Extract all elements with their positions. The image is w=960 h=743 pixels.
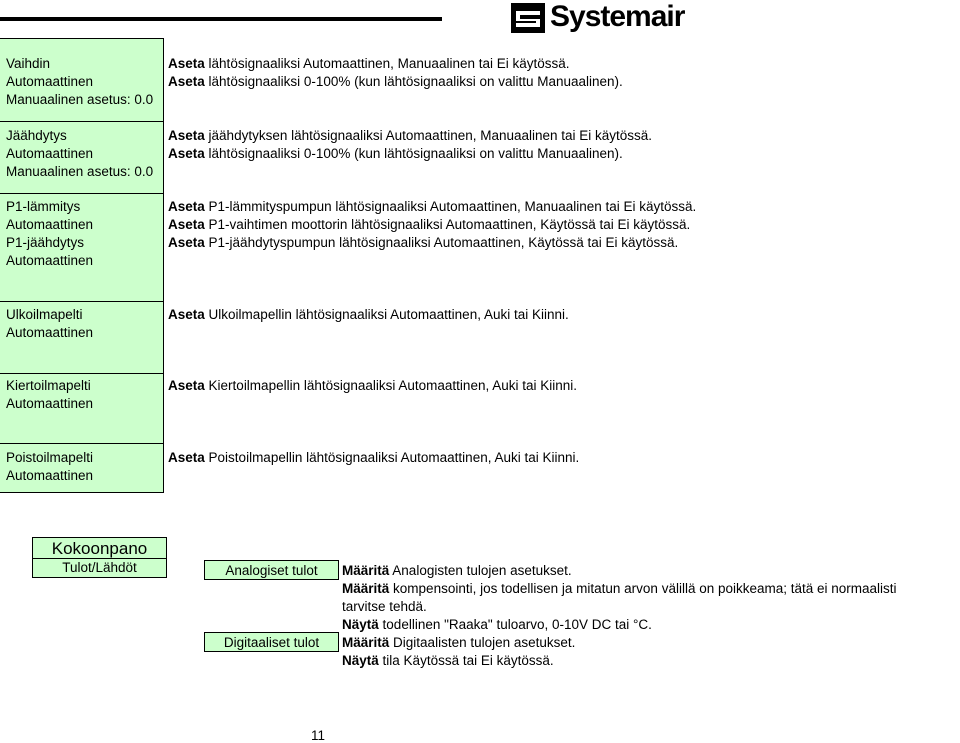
ulkoilmapelti-mode[interactable]: Automaattinen bbox=[6, 325, 94, 340]
p1-desc-1: Aseta P1-lämmityspumpun lähtösignaaliksi Automaattinen, Manuaalinen tai Ei käytössä. bbox=[168, 199, 697, 214]
digital-desc-1: Määritä Digitaalisten tulojen asetukset. bbox=[342, 635, 576, 650]
systemair-logo bbox=[510, 0, 690, 38]
digital-desc-2: Näytä tila Käytössä tai Ei käytössä. bbox=[342, 653, 554, 668]
jaahdytys-title: Jäähdytys bbox=[6, 128, 67, 143]
vaihdin-desc-2: Aseta lähtösignaaliksi 0-100% (kun lähtösignaaliksi on valittu Manuaalinen). bbox=[168, 74, 623, 89]
tulot-lahdot-label[interactable]: Tulot/Lähdöt bbox=[32, 559, 167, 578]
digitaaliset-tulot-button[interactable]: Digitaaliset tulot bbox=[204, 632, 339, 652]
poistoilmapelti-desc: Aseta Poistoilmapellin lähtösignaaliksi Automaattinen, Auki tai Kiinni. bbox=[168, 450, 580, 465]
kokoonpano-title: Kokoonpano bbox=[32, 537, 167, 559]
p1-lammitys-mode[interactable]: Automaattinen bbox=[6, 217, 94, 232]
p1-lammitys-title: P1-lämmitys bbox=[6, 199, 81, 214]
vaihdin-title: Vaihdin bbox=[6, 56, 51, 71]
analog-desc-2-cont: tarvitse tehdä. bbox=[342, 599, 427, 614]
p1-desc-2: Aseta P1-vaihtimen moottorin lähtösignaaliksi Automaattinen, Käytössä tai Ei käytössä. bbox=[168, 217, 691, 232]
kiertoilmapelti-title: Kiertoilmapelti bbox=[6, 378, 91, 393]
analog-desc-1: Määritä Analogisten tulojen asetukset. bbox=[342, 563, 572, 578]
poistoilmapelti-title: Poistoilmapelti bbox=[6, 450, 94, 465]
kiertoilmapelti-desc: Aseta Kiertoilmapellin lähtösignaaliksi Automaattinen, Auki tai Kiinni. bbox=[168, 378, 578, 393]
systemair-logo-icon bbox=[510, 2, 546, 34]
ulkoilmapelti-title: Ulkoilmapelti bbox=[6, 307, 83, 322]
jaahdytys-mode[interactable]: Automaattinen bbox=[6, 146, 94, 161]
analog-desc-2: Määritä kompensointi, jos todellisen ja mitatun arvon välillä on poikkeama; tätä ei normaalisti bbox=[342, 581, 897, 596]
p1-jaahdytys-title: P1-jäähdytys bbox=[6, 235, 85, 250]
header-rule bbox=[0, 17, 442, 21]
p1-desc-3: Aseta P1-jäähdytyspumpun lähtösignaaliksi Automaattinen, Käytössä tai Ei käytössä. bbox=[168, 235, 679, 250]
vaihdin-desc-1: Aseta lähtösignaaliksi Automaattinen, Manuaalinen tai Ei käytössä. bbox=[168, 56, 570, 71]
analogiset-tulot-button[interactable]: Analogiset tulot bbox=[204, 560, 339, 580]
section-divider bbox=[0, 373, 164, 374]
section-divider bbox=[0, 443, 164, 444]
analog-desc-3: Näytä todellinen "Raaka" tuloarvo, 0-10V DC tai °C. bbox=[342, 617, 652, 632]
vaihdin-manual-setting[interactable]: Manuaalinen asetus: 0.0 bbox=[6, 92, 154, 107]
section-divider bbox=[0, 121, 164, 122]
jaahdytys-manual-setting[interactable]: Manuaalinen asetus: 0.0 bbox=[6, 164, 154, 179]
poistoilmapelti-mode[interactable]: Automaattinen bbox=[6, 468, 94, 483]
jaahdytys-desc-1: Aseta jäähdytyksen lähtösignaaliksi Automaattinen, Manuaalinen tai Ei käytössä. bbox=[168, 128, 653, 143]
page-number: 11 bbox=[311, 728, 326, 743]
jaahdytys-desc-2: Aseta lähtösignaaliksi 0-100% (kun lähtösignaaliksi on valittu Manuaalinen). bbox=[168, 146, 623, 161]
p1-jaahdytys-mode[interactable]: Automaattinen bbox=[6, 253, 94, 268]
section-divider bbox=[0, 193, 164, 194]
brand-name: Systemair bbox=[550, 0, 685, 33]
section-divider bbox=[0, 301, 164, 302]
kiertoilmapelti-mode[interactable]: Automaattinen bbox=[6, 396, 94, 411]
ulkoilmapelti-desc: Aseta Ulkoilmapellin lähtösignaaliksi Automaattinen, Auki tai Kiinni. bbox=[168, 307, 569, 322]
vaihdin-mode[interactable]: Automaattinen bbox=[6, 74, 94, 89]
